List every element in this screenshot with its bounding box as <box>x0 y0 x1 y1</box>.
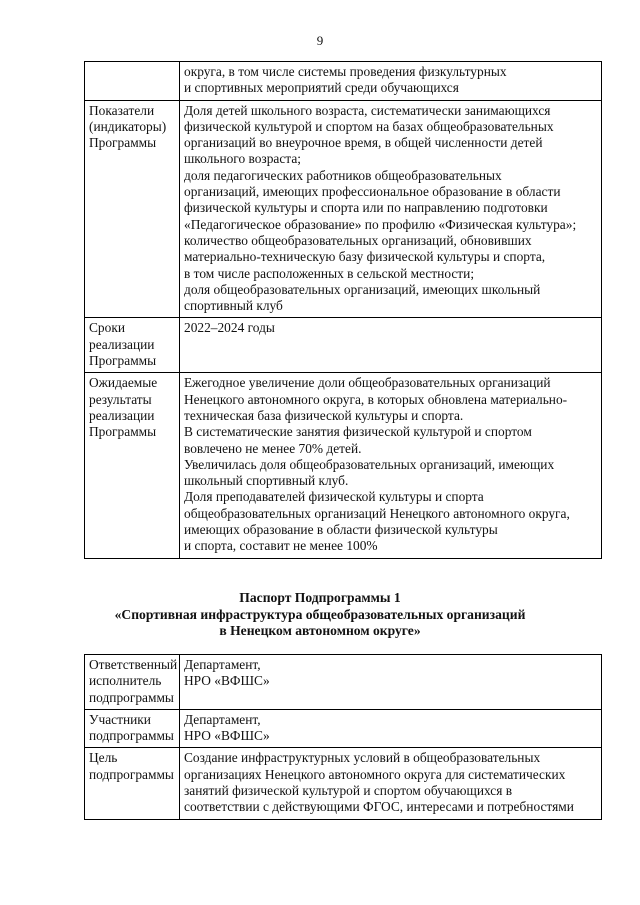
row-content-line: соответствии с действующими ФГОС, интересами и потребностями <box>184 799 574 815</box>
row-label-cell <box>85 62 180 101</box>
row-content-line: доля педагогических работников общеобразовательных <box>184 167 502 183</box>
row-label-line: (индикаторы) <box>89 118 167 134</box>
row-content-line: Доля детей школьного возраста, систематически занимающихся <box>184 102 551 118</box>
row-content-line: техническая база физической культуры и спорта. <box>184 407 464 423</box>
row-label-line: исполнитель <box>89 673 162 689</box>
row-label-line: реализации <box>89 407 155 423</box>
row-content-line: Ежегодное увеличение доли общеобразовательных организаций <box>184 375 551 391</box>
row-label-line: Показатели <box>89 102 155 118</box>
table-row <box>85 100 602 318</box>
section-title-line: в Ненецком автономном округе» <box>219 623 421 638</box>
row-content-line: организациях Ненецкого автономного округа для систематических <box>184 766 566 782</box>
row-label-line: Цель <box>89 750 118 766</box>
row-label-line: Участники <box>89 711 151 727</box>
row-content-line: школьного возраста; <box>184 151 301 167</box>
row-content-line: Ненецкого автономного округа, в которых обновлена материально- <box>184 391 568 407</box>
row-content-line: физической культурой и спортом на базах общеобразовательных <box>184 118 554 134</box>
subprogram-passport-table-body <box>85 655 602 820</box>
row-content-line: материально-техническую базу физической культуры и спорта, <box>184 249 546 265</box>
row-content-line: и спортивных мероприятий среди обучающихся <box>184 80 459 96</box>
section-title-line: Паспорт Подпрограммы 1 <box>239 590 401 605</box>
row-label-line: Ожидаемые <box>89 375 158 391</box>
row-content-line: Создание инфраструктурных условий в общеобразовательных <box>184 750 541 766</box>
row-content-line: организаций во внеурочное время, в общей численности детей <box>184 135 543 151</box>
row-label-cell <box>85 709 180 748</box>
row-content-cell <box>180 373 602 558</box>
row-label-line: подпрограммы <box>89 689 174 705</box>
table-row <box>85 62 602 101</box>
section-title-line: «Спортивная инфраструктура общеобразовательных организаций <box>114 606 526 622</box>
program-passport-table <box>84 61 602 559</box>
row-label-line: Программы <box>89 353 157 369</box>
row-content-line: округа, в том числе системы проведения физкультурных <box>184 64 507 79</box>
row-content-line: доля общеобразовательных организаций, имеющих школьный <box>184 281 541 297</box>
row-content-cell <box>180 100 602 318</box>
row-label-cell <box>85 100 180 318</box>
row-content-cell <box>180 655 602 710</box>
row-content-line: количество общеобразовательных организаций, обновивших <box>184 232 532 248</box>
row-content-line: общеобразовательных организаций Ненецкого автономного округа, <box>184 505 570 521</box>
row-label-line: реализации <box>89 336 155 352</box>
row-content-line: 2022–2024 годы <box>184 320 275 336</box>
row-label-line: результаты <box>89 391 152 407</box>
row-label-line: подпрограммы <box>89 728 174 744</box>
row-content-line: В систематические занятия физической культурой и спортом <box>184 424 532 440</box>
row-content-cell <box>180 62 602 101</box>
row-content-line: Департамент, <box>184 711 261 727</box>
table-row <box>85 655 602 710</box>
row-content-line: спортивный клуб <box>184 298 283 314</box>
row-content-line: Увеличилась доля общеобразовательных организаций, имеющих <box>184 456 555 472</box>
page-number: 9 <box>316 33 324 48</box>
row-label-cell <box>85 318 180 373</box>
section-title <box>0 590 640 640</box>
row-label-cell <box>85 655 180 710</box>
subprogram-passport-table <box>84 654 602 820</box>
row-label-line: Программы <box>89 135 157 151</box>
row-content-line: Доля преподавателей физической культуры и спорта <box>184 489 484 505</box>
row-label-line: Ответственный <box>89 657 178 672</box>
row-content-line: и спорта, составит не менее 100% <box>184 538 378 554</box>
row-label-line: Сроки <box>89 320 125 336</box>
row-content-line: физической культуры и спорта или по направлению подготовки <box>184 200 548 216</box>
table-row <box>85 709 602 748</box>
row-content-line: НРО «ВФШС» <box>184 673 270 689</box>
row-content-cell <box>180 748 602 819</box>
table-row <box>85 373 602 558</box>
row-content-line: имеющих образование в области физической культуры <box>184 522 498 538</box>
row-content-cell <box>180 318 602 373</box>
row-content-line: «Педагогическое образование» по профилю «Физическая культура»; <box>184 216 577 232</box>
row-content-line: вовлечено не менее 70% детей. <box>184 440 362 456</box>
program-passport-table-body <box>85 62 602 559</box>
row-content-line: занятий физической культурой и спортом обучающихся в <box>184 783 513 799</box>
row-label-line: подпрограммы <box>89 766 174 782</box>
table-row <box>85 748 602 819</box>
row-label-cell <box>85 373 180 558</box>
row-content-line: НРО «ВФШС» <box>184 728 270 744</box>
row-content-line: в том числе расположенных в сельской местности; <box>184 265 475 281</box>
row-content-line: организаций, имеющих профессиональное образование в области <box>184 184 561 200</box>
table-row <box>85 318 602 373</box>
row-content-line: школьный спортивный клуб. <box>184 473 349 489</box>
row-label-cell <box>85 748 180 819</box>
row-content-line: Департамент, <box>184 657 261 672</box>
row-content-cell <box>180 709 602 748</box>
row-label-line: Программы <box>89 424 157 440</box>
